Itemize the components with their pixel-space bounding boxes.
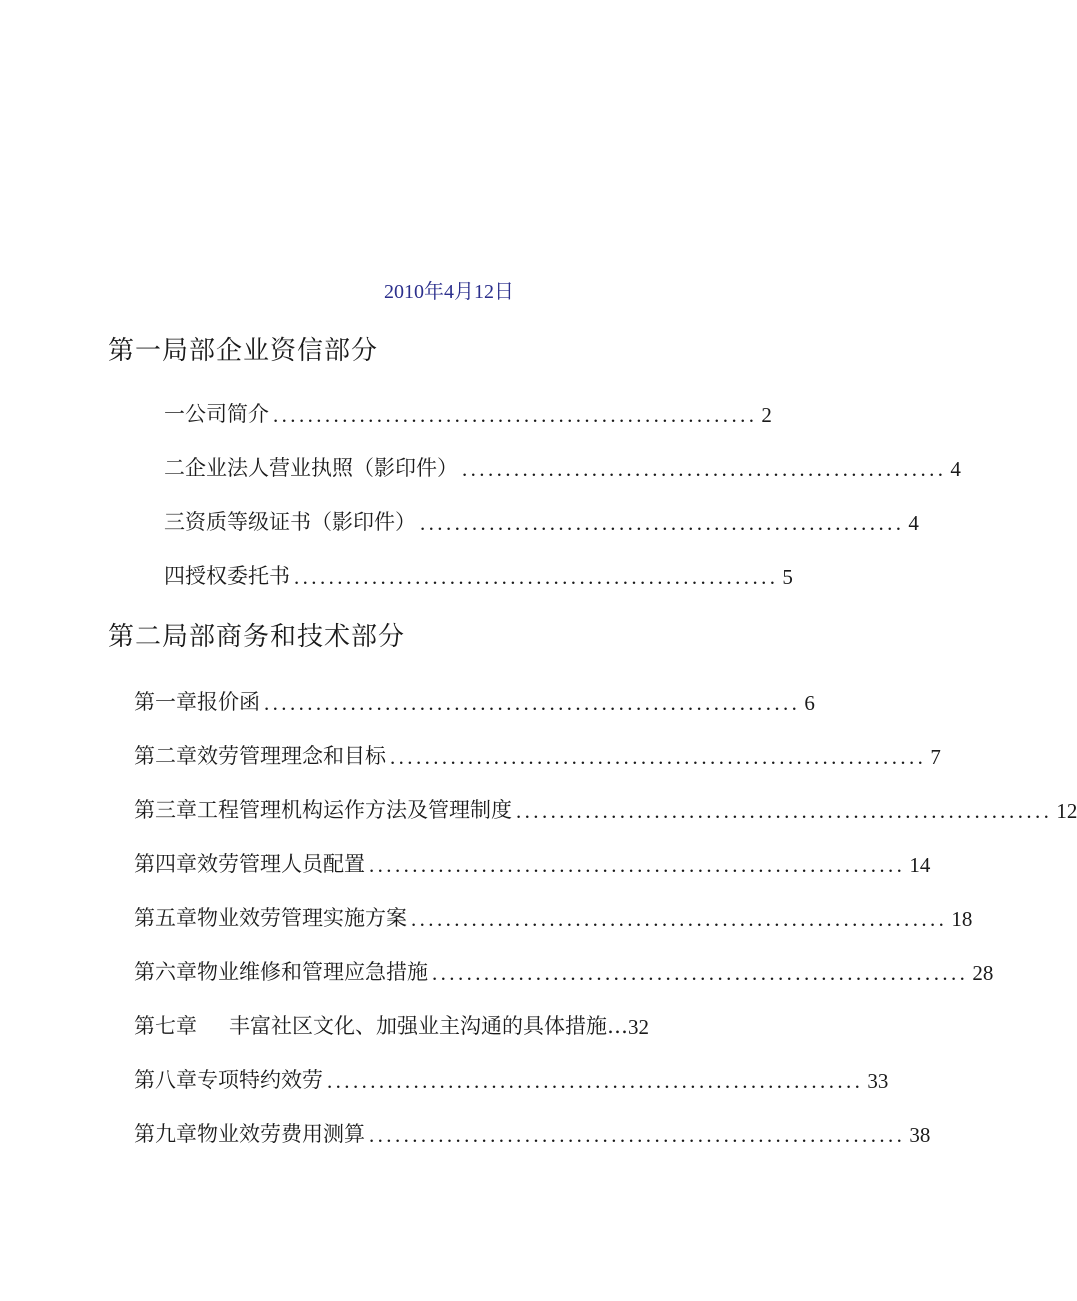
toc-page-number: 5 [782,565,793,589]
toc-page-number: 7 [930,745,941,769]
toc-leader-dots: ........................................................ [273,403,758,427]
toc-title: 第三章工程管理机构运作方法及管理制度 [134,798,512,822]
toc-title: 第五章物业效劳管理实施方案 [134,906,407,930]
toc-entry [134,848,931,878]
toc-title: 第六章物业维修和管理应急措施 [134,960,428,984]
toc-entry [134,1118,931,1148]
toc-leader-dots: ........................................................ [462,457,947,481]
toc-chapter: 第四章 [134,852,197,876]
toc-entry [134,794,1077,824]
toc-leader-dots: .............................................................. [516,799,1053,823]
toc-number: 一 [164,402,185,426]
toc-page-number: 12 [1056,799,1077,823]
toc-leader-dots: .............................................................. [432,961,969,985]
toc-number: 三 [164,510,185,534]
toc-leader-dots: .............................................................. [369,1123,906,1147]
toc-leader-dots: ........................................................ [294,565,779,589]
toc-leader-dots: .............................................................. [327,1069,864,1093]
part2-heading: 第二局部商务和技术部分 [108,622,406,652]
part1-heading: 第一局部企业资信部分 [108,336,379,366]
toc-page-number: 38 [909,1123,931,1147]
toc-page-number: 14 [909,853,931,877]
toc-title: 四授权委托书 [164,564,290,588]
toc-leader-dots: .............................................................. [411,907,948,931]
toc-entry [164,452,961,482]
toc-page-number: 6 [804,691,815,715]
toc-page-number: 4 [950,457,961,481]
toc-entry [134,956,994,986]
toc-entry [134,740,941,770]
toc-title: 第一章报价函 [134,690,260,714]
toc-leader-dots: ........................................................ [420,511,905,535]
toc-title: 第九章物业效劳费用测算 [134,1122,365,1146]
toc-leader-dots: .............................................................. [264,691,801,715]
toc-page-number: 4 [908,511,919,535]
toc-title: 第八章专项特约效劳 [134,1068,323,1092]
toc-title: 资质等级证书（影印件） [185,510,416,534]
document-date: 2010年4月12日 [384,281,514,303]
toc-title: 公司简介 [185,402,269,426]
toc-entry [134,686,815,716]
toc-page-number: 32 [628,1015,649,1039]
toc-entry [164,560,793,590]
toc-title: 第二章效劳管理理念和目标 [134,744,386,768]
toc-leader-dots: .............................................................. [390,745,927,769]
toc-entry [134,1064,889,1094]
toc-title: 企业法人营业执照（影印件） [185,456,458,480]
toc-page-number: 28 [972,961,994,985]
toc-entry [164,398,772,428]
toc-page-number: 2 [761,403,772,427]
toc-chapter: 第七章 [134,1014,197,1038]
toc-page-number: 18 [951,907,973,931]
toc-number: 二 [164,456,185,480]
toc-title: 效劳管理人员配置 [197,852,365,876]
toc-page-number: 33 [867,1069,889,1093]
toc-title: 丰富社区文化、加强业主沟通的具体措施… [229,1014,628,1038]
toc-entry [134,902,973,932]
toc-entry [134,1010,649,1040]
toc-leader-dots: .............................................................. [369,853,906,877]
toc-entry [164,506,919,536]
